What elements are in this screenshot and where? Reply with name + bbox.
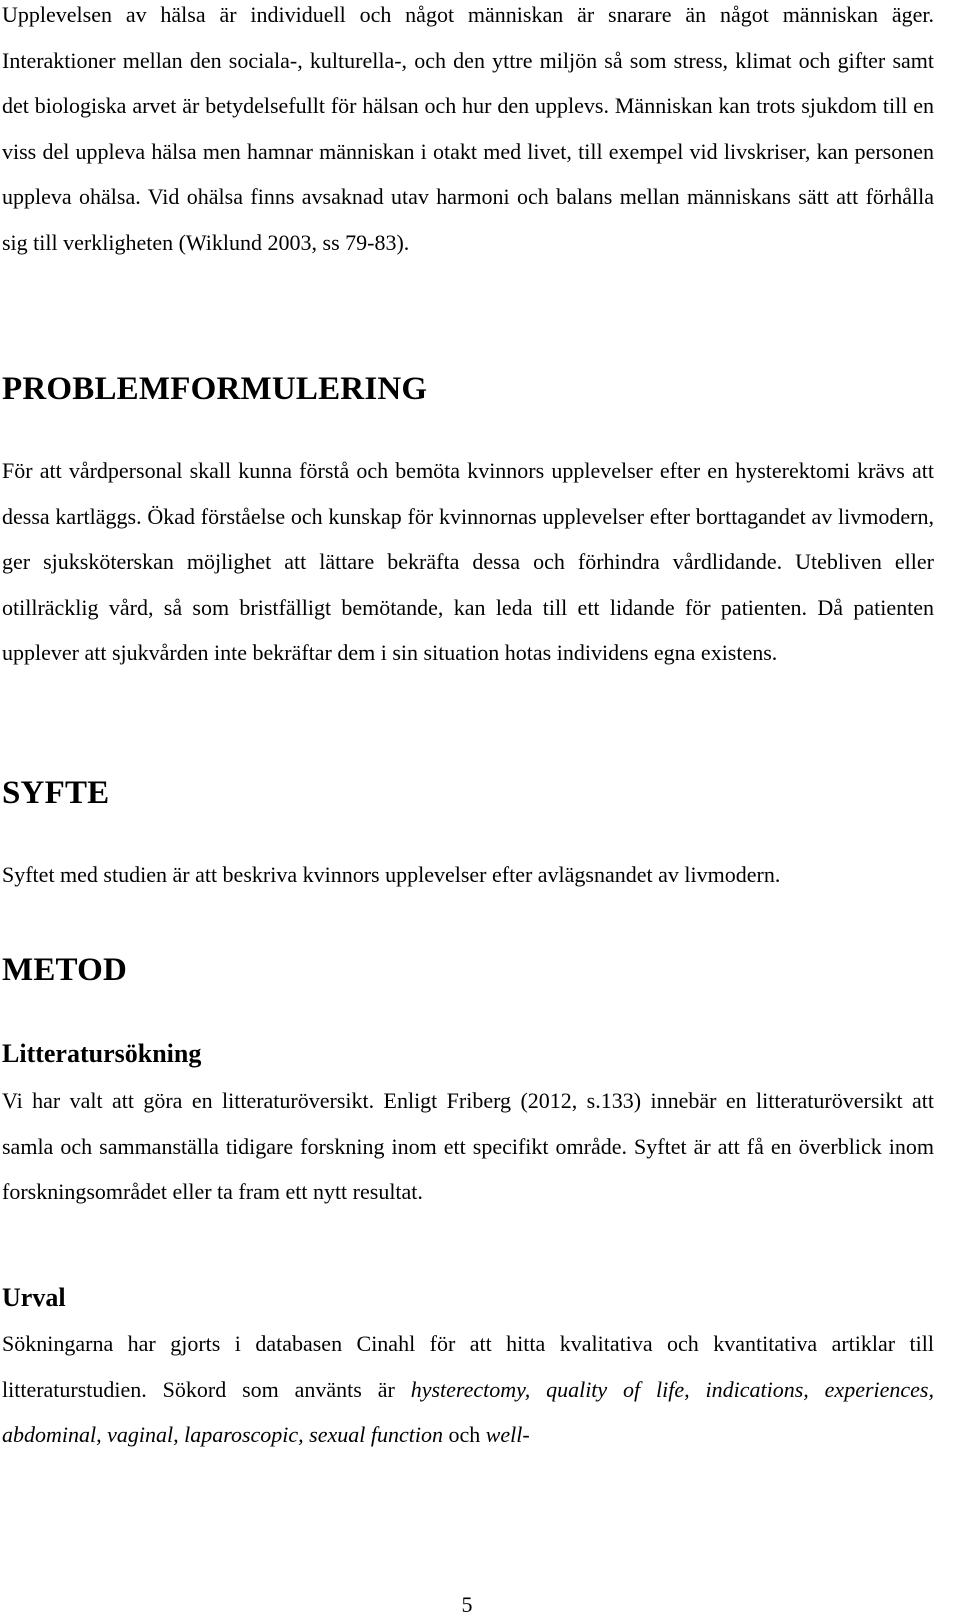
- intro-paragraph: Upplevelsen av hälsa är individuell och något människan är snarare än något människan äger. Interaktioner mellan den sociala-, kulturella-, och den yttre miljön så som stress, klimat och gifter samt det biologiska arvet är betydelsefullt för hälsan och hur den upplevs. Människan kan trots sjukdom till en viss del uppleva hälsa men hamnar människan i otakt med livet, till exempel vid livskriser, kan personen uppleva ohälsa. Vid ohälsa finns avsaknad utav harmoni och balans mellan människans sätt att förhålla sig till verkligheten (Wiklund 2003, ss 79-83).: [2, 2, 934, 255]
- urval-paragraph: [2, 1321, 934, 1458]
- heading-litteratursokning: Litteratursökning: [2, 1039, 202, 1068]
- urval-text: Sökningarna har gjorts i databasen Cinahl för att hitta kvalitativa och kvantitativa artiklar till litteraturstudien. Sökord som använts är: [2, 1331, 934, 1402]
- heading-syfte: SYFTE: [2, 775, 110, 811]
- problem-paragraph: För att vårdpersonal skall kunna förstå och bemöta kvinnors upplevelser efter en hysterektomi krävs att dessa kartläggs. Ökad förståelse och kunskap för kvinnornas upplevelser efter borttagandet av livmodern, ger sjuksköterskan möjlighet att lättare bekräfta dessa och förhindra vårdlidande. Utebliven eller otillräcklig vård, så som bristfälligt bemötande, kan leda till ett lidande för patienten. Då patienten upplever att sjukvården inte bekräftar dem i sin situation hotas individens egna existens.: [2, 458, 934, 665]
- search-terms: hysterectomy, quality of life, indications, experiences, abdominal, vaginal, laparoscopic, sexual function: [2, 1376, 934, 1447]
- page-number: 5: [461, 1592, 473, 1617]
- litteratursokning-paragraph: Vi har valt att göra en litteraturöversikt. Enligt Friberg (2012, s.133) innebär en litteraturöversikt att samla och sammanställa tidigare forskning inom ett specifikt område. Syftet är att få en överblick inom forskningsområdet eller ta fram ett nytt resultat.: [2, 1088, 934, 1204]
- heading-urval: Urval: [2, 1283, 66, 1312]
- heading-problemformulering: PROBLEMFORMULERING: [2, 371, 428, 407]
- urval-connector: och: [442, 1422, 486, 1447]
- search-term-cut: well-: [485, 1422, 530, 1447]
- syfte-paragraph: Syftet med studien är att beskriva kvinnors upplevelser efter avlägsnandet av livmodern.: [2, 862, 781, 887]
- heading-metod: METOD: [2, 952, 128, 988]
